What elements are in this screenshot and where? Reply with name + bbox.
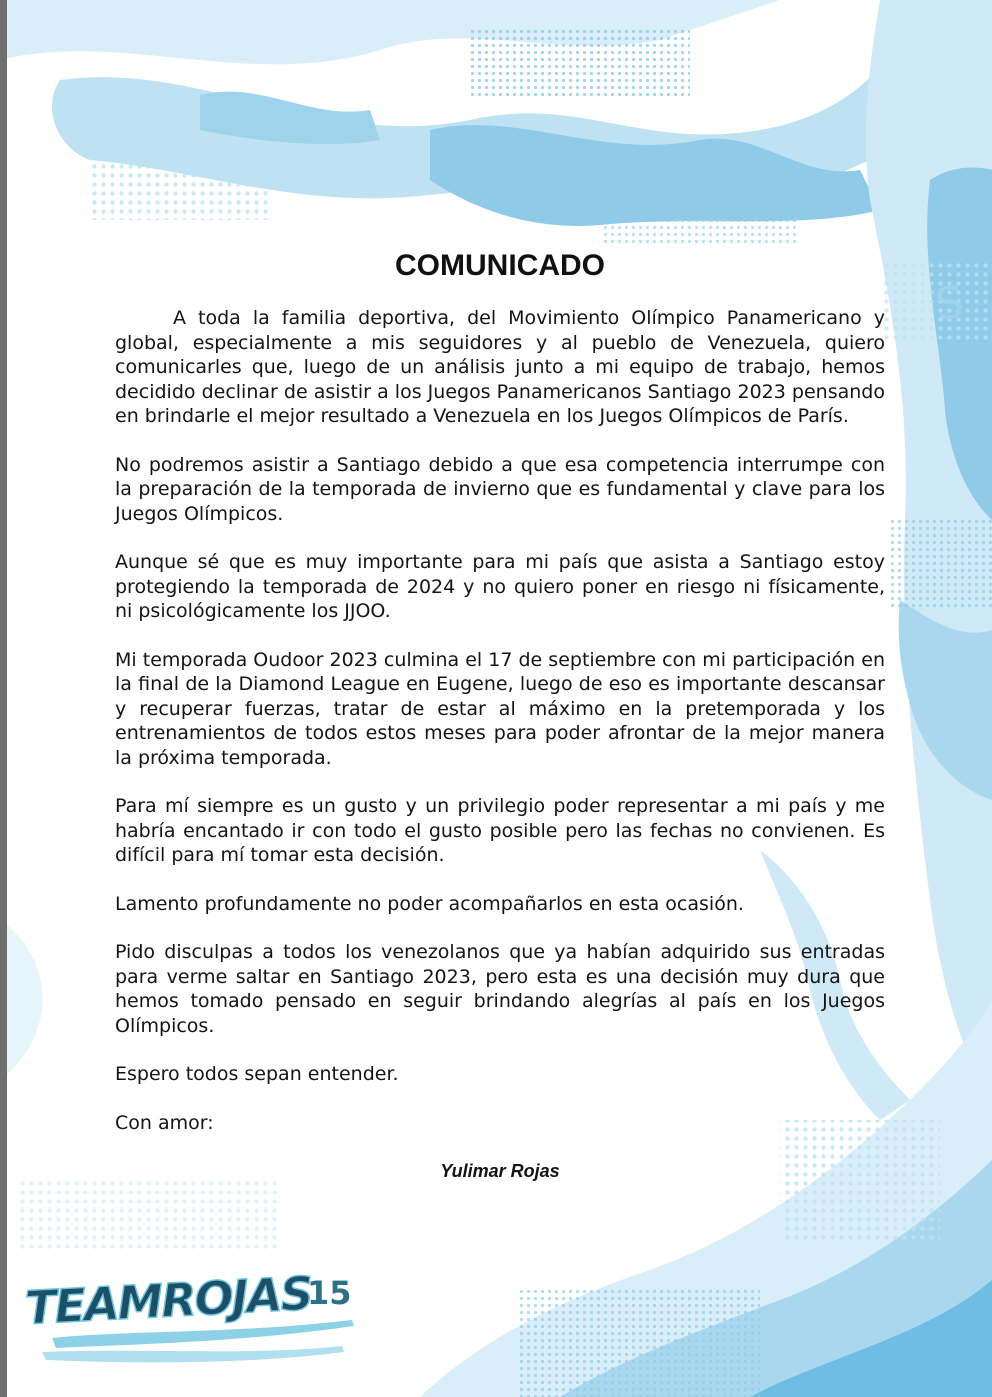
paragraph-3: Aunque sé que es muy importante para mi país que asista a Santiago estoy protegiendo la temporada de 2024 y no quiero poner en riesgo ni físicamente, ni psicológicamente los JJOO. [115,551,885,622]
paragraph-8: Espero todos sepan entender. [115,1063,399,1085]
paragraph-9: Con amor: [115,1111,214,1134]
page-title: COMUNICADO [395,249,605,282]
paragraph-1: A toda la familia deportiva, del Movimiento Olímpico Panamericano y global, especialmente a mis seguidores y al pueblo de Venezuela, quiero comunicarles que, luego de un análisis junto a mi equipo de trabajo, hemos decidido declinar de asistir a los Juegos Panamericanos Santiago 2023 pensando en brindarle el mejor resultado a Venezuela en los Juegos Olímpicos de París. [115,307,885,427]
left-edge-bar [0,0,7,1397]
letter-body [115,238,885,1184]
paragraph-5: Para mí siempre es un gusto y un privilegio poder representar a mi país y me habría encantado ir con todo el gusto posible pero las fechas no convienen. Es difícil para mí tomar esta decisión. [115,795,885,866]
signature: Yulimar Rojas [440,1161,560,1181]
paragraph-2: No podremos asistir a Santiago debido a que esa competencia interrumpe con la preparación de la temporada de invierno que es fundamental y clave para los Juegos Olímpicos. [115,453,885,525]
svg-text:TEAMROJAS: TEAMROJAS [23,1266,313,1335]
paragraph-7: Pido disculpas a todos los venezolanos que ya habían adquirido sus entradas para verme saltar en Santiago 2023, pero esta es una decisión muy dura que hemos tomado pensado en seguir brindando alegrías al país en los Juegos Olímpicos. [115,941,885,1037]
svg-text:S: S [932,276,968,331]
paragraph-4: Mi temporada Oudoor 2023 culmina el 17 de septiembre con mi participación en la final de la Diamond League en Eugene, luego de eso es importante descansar y recuperar fuerzas, tratar de estar al máximo en la pretemporada y los entrenamientos de todos estos meses para poder afrontar de la mejor manera la próxima temporada. [115,648,885,769]
team-rojas-logo [22,1260,367,1370]
paragraph-6: Lamento profundamente no poder acompañarlos en esta ocasión. [115,892,744,915]
svg-text:15: 15 [307,1274,352,1312]
